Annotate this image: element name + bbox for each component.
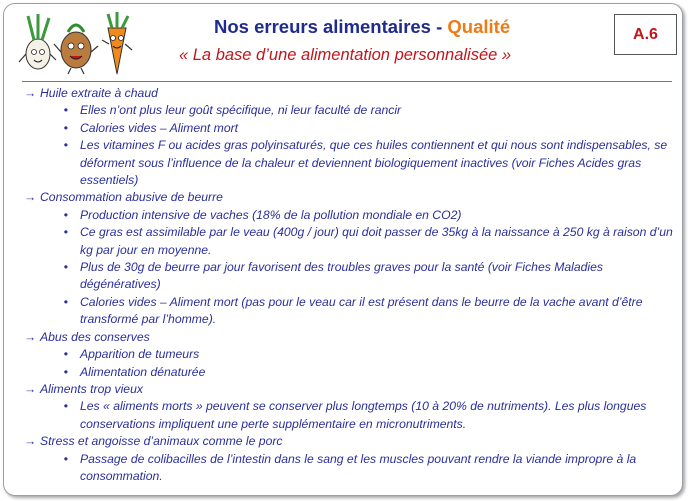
bullet-dot-icon: • (63, 364, 68, 379)
bullet-dot-icon: • (63, 347, 68, 362)
section-heading (24, 381, 679, 398)
bullet-dot-icon: • (63, 225, 68, 240)
vegetable-mascots-icon (16, 10, 136, 76)
arrow-right-icon: → (24, 329, 37, 344)
list-item-text: Calories vides – Aliment mort (80, 120, 239, 135)
section-label: Huile extraite à chaud (40, 86, 158, 100)
list-item-text: Elles n’ont plus leur goût spécifique, ni leur faculté de rancir (80, 103, 402, 118)
list-item-text: Les « aliments morts » peuvent se conserver plus longtemps (10 à 20% de nutriments). Les plus longues conservations impliquent une perte supplémentaire en micronutriments. (80, 399, 647, 431)
list-item (24, 364, 679, 381)
list-item-text: Plus de 30g de beurre par jour favorisent des troubles graves pour la santé (voir Fiches Maladies dégénératives) (80, 260, 603, 292)
bullet-dot-icon: • (63, 294, 68, 309)
title-main: Nos erreurs alimentaires (214, 16, 431, 37)
list-item (24, 102, 679, 119)
list-item (24, 137, 679, 189)
list-item-text: Passage de colibacilles de l’intestin dans le sang et les muscles pouvant rendre la viande impropre à la consommation. (80, 451, 637, 483)
list-item-text: Production intensive de vaches (18% de la pollution mondiale en CO2) (80, 207, 462, 222)
list-item (24, 224, 679, 259)
section-heading (24, 329, 679, 346)
arrow-right-icon: → (24, 434, 37, 449)
section-label: Aliments trop vieux (40, 381, 143, 396)
list-item-text: Les vitamines F ou acides gras polyinsaturés, que ces huiles contiennent et qui nous sont indispensables, se déforment sous l’influence de la chaleur et deviennent biologiquement inactives (voir Fiches Acides gras essentiels) (80, 138, 668, 188)
list-item (24, 259, 679, 294)
section-heading (24, 85, 679, 102)
section-label: Consommation abusive de beurre (40, 190, 223, 205)
section-heading (24, 189, 679, 206)
list-item (24, 451, 679, 486)
page-title (214, 16, 574, 38)
list-item-text: Apparition de tumeurs (80, 347, 200, 362)
content-list (24, 85, 679, 485)
list-item (24, 207, 679, 224)
bullet-dot-icon: • (63, 103, 68, 118)
list-item-text: Calories vides – Aliment mort (pas pour le veau car il est présent dans le beurre de la vache avant d’être transformé par l’homme). (80, 294, 643, 327)
bullet-dot-icon: • (63, 260, 68, 275)
info-card (3, 3, 683, 496)
list-item-text: Ce gras est assimilable par le veau (400g / jour) qui doit passer de 35kg à la naissance à 250 kg à raison d’un kg par jour en moyenne. (80, 225, 673, 257)
section-label: Stress et angoisse d’animaux comme le porc (40, 434, 283, 449)
arrow-right-icon: → (24, 190, 37, 205)
section-heading (24, 433, 679, 450)
list-item (24, 294, 679, 329)
list-item-text: Alimentation dénaturée (80, 364, 206, 379)
section-label: Abus des conserves (40, 329, 150, 344)
list-item (24, 398, 679, 433)
list-item (24, 346, 679, 363)
bullet-dot-icon: • (63, 120, 68, 135)
bullet-dot-icon: • (63, 399, 68, 414)
sheet-code-badge: A.6 (614, 14, 677, 55)
header-divider (22, 81, 672, 82)
list-item (24, 120, 679, 137)
arrow-right-icon: → (24, 86, 37, 100)
title-separator: - (430, 16, 448, 37)
bullet-dot-icon: • (63, 451, 68, 466)
title-quality: Qualité (447, 16, 511, 37)
bullet-dot-icon: • (63, 207, 68, 222)
page-subtitle: « La base d’une alimentation personnalisée » (179, 46, 512, 64)
arrow-right-icon: → (24, 381, 37, 396)
bullet-dot-icon: • (63, 138, 68, 153)
